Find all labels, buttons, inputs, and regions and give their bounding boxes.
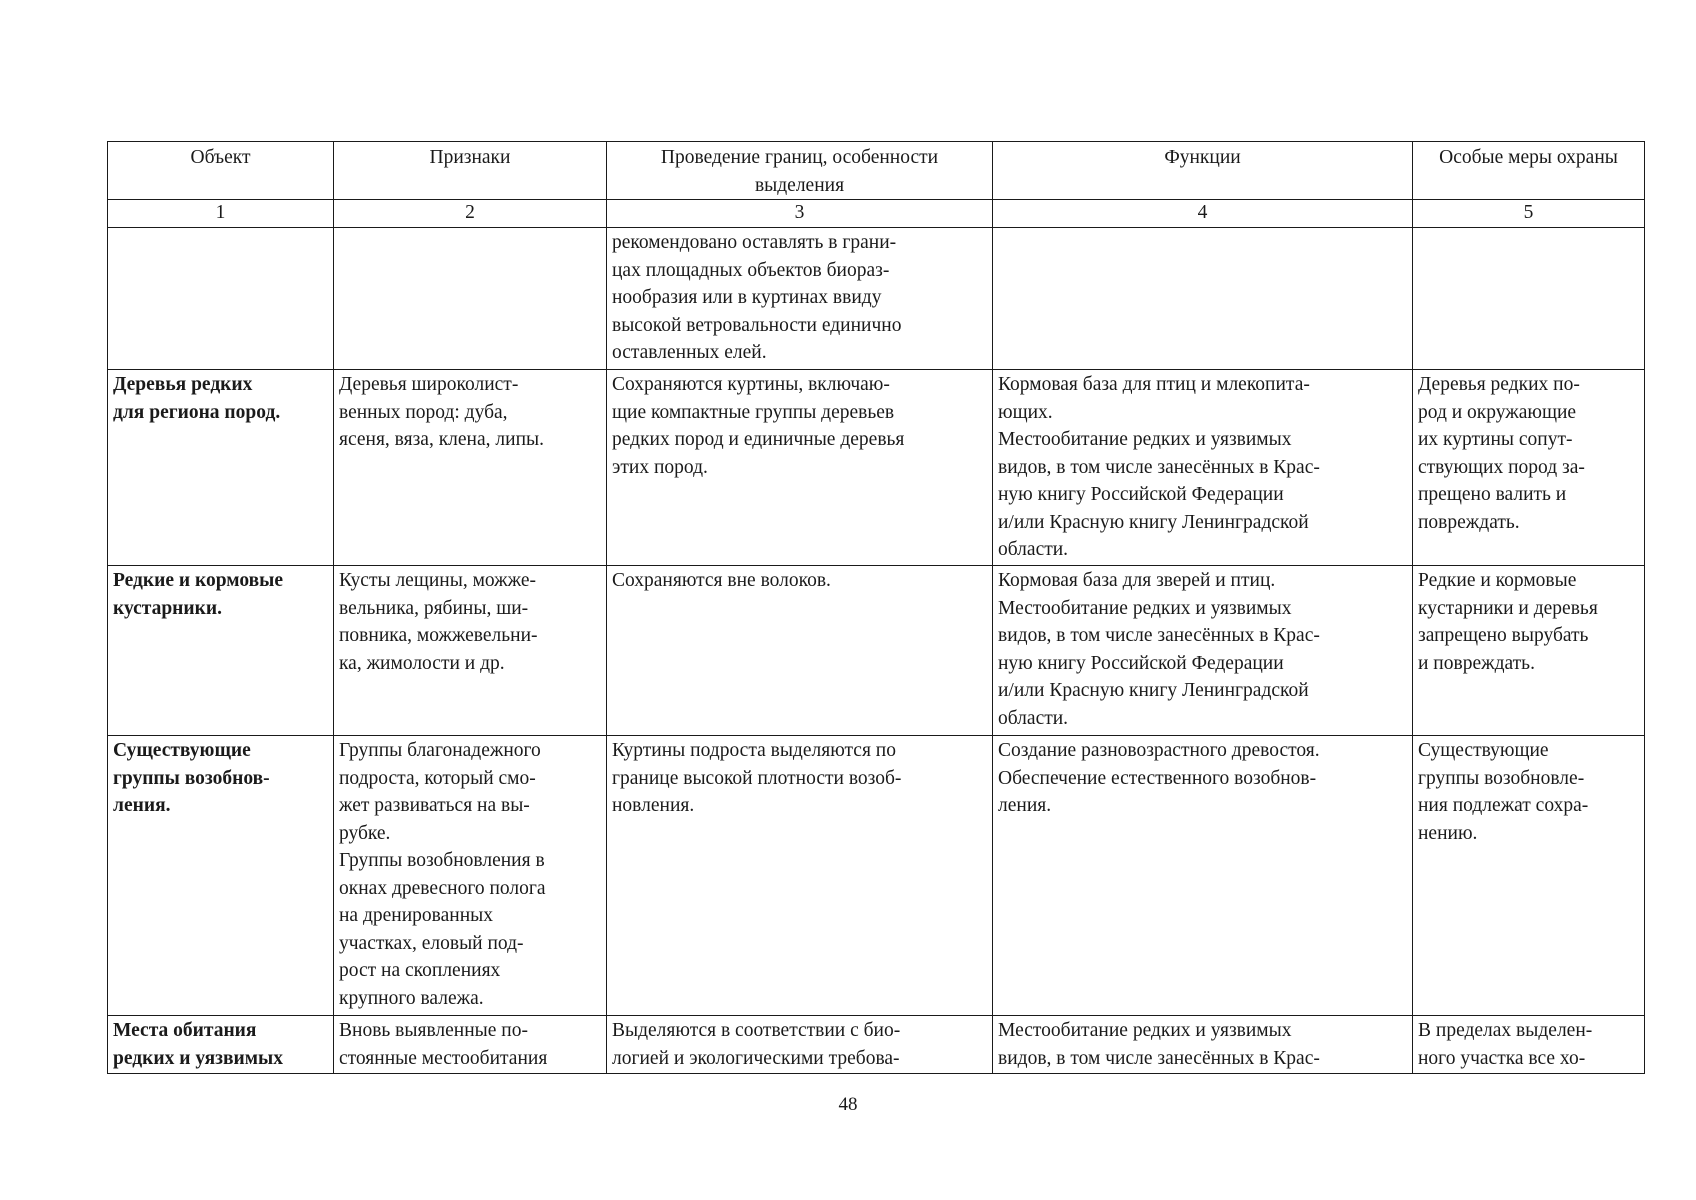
signs-cell: Кусты лещины, можже- вельника, рябины, ши- повника, можжевельни- ка, жимолости и др. [334, 566, 607, 736]
object-cell: Существующие группы возобнов- ления. [108, 736, 334, 1016]
boundaries-cell: рекомендовано оставлять в грани- цах площадных объектов биораз- нообразия или в куртинах ввиду высокой ветровальности единично оставленных елей. [607, 228, 993, 370]
column-number: 4 [993, 200, 1413, 228]
header-cell: Функции [993, 142, 1413, 200]
page-number: 48 [838, 1094, 858, 1115]
boundaries-cell: Сохраняются вне волоков. [607, 566, 993, 736]
signs-cell: Деревья широколист- венных пород: дуба, ясеня, вяза, клена, липы. [334, 370, 607, 566]
table-row [108, 370, 1645, 566]
column-number-row [108, 200, 1645, 228]
table-row [108, 1016, 1645, 1074]
protection-cell: В пределах выделен- ного участка все хо- [1413, 1016, 1645, 1074]
signs-cell: Группы благонадежного подроста, который смо- жет развиваться на вы- рубке. Группы возобновления в окнах древесного полога на дренированных участках, еловый под- рост на скоплениях крупного валежа. [334, 736, 607, 1016]
column-number: 3 [607, 200, 993, 228]
protection-cell: Деревья редких по- род и окружающие их куртины сопут- ствующих пород за- прещено валить и повреждать. [1413, 370, 1645, 566]
object-cell [108, 228, 334, 370]
header-cell: Особые меры охраны [1413, 142, 1645, 200]
table-header-row [108, 142, 1645, 200]
table-row [108, 228, 1645, 370]
protection-cell: Существующие группы возобновле- ния подлежат сохра- нению. [1413, 736, 1645, 1016]
protection-cell: Редкие и кормовые кустарники и деревья запрещено вырубать и повреждать. [1413, 566, 1645, 736]
table-row [108, 566, 1645, 736]
header-cell: Проведение границ, особенности выделения [607, 142, 993, 200]
boundaries-cell: Выделяются в соответствии с био- логией и экологическими требова- [607, 1016, 993, 1074]
functions-cell: Создание разновозрастного древостоя. Обеспечение естественного возобнов- ления. [993, 736, 1413, 1016]
column-number: 5 [1413, 200, 1645, 228]
document-table [107, 141, 1645, 1074]
header-cell: Признаки [334, 142, 607, 200]
column-number: 1 [108, 200, 334, 228]
functions-cell [993, 228, 1413, 370]
signs-cell: Вновь выявленные по- стоянные местообитания [334, 1016, 607, 1074]
column-number: 2 [334, 200, 607, 228]
protection-cell [1413, 228, 1645, 370]
object-cell: Деревья редких для региона пород. [108, 370, 334, 566]
table-row [108, 736, 1645, 1016]
functions-cell: Местообитание редких и уязвимых видов, в том числе занесённых в Крас- [993, 1016, 1413, 1074]
functions-cell: Кормовая база для зверей и птиц. Местообитание редких и уязвимых видов, в том числе занесённых в Крас- ную книгу Российской Федерации и/или Красную книгу Ленинградской области. [993, 566, 1413, 736]
object-cell: Места обитания редких и уязвимых [108, 1016, 334, 1074]
functions-cell: Кормовая база для птиц и млекопита- ющих. Местообитание редких и уязвимых видов, в том числе занесённых в Крас- ную книгу Российской Федерации и/или Красную книгу Ленинградской области. [993, 370, 1413, 566]
boundaries-cell: Куртины подроста выделяются по границе высокой плотности возоб- новления. [607, 736, 993, 1016]
header-cell: Объект [108, 142, 334, 200]
object-cell: Редкие и кормовые кустарники. [108, 566, 334, 736]
boundaries-cell: Сохраняются куртины, включаю- щие компактные группы деревьев редких пород и единичные деревья этих пород. [607, 370, 993, 566]
signs-cell [334, 228, 607, 370]
